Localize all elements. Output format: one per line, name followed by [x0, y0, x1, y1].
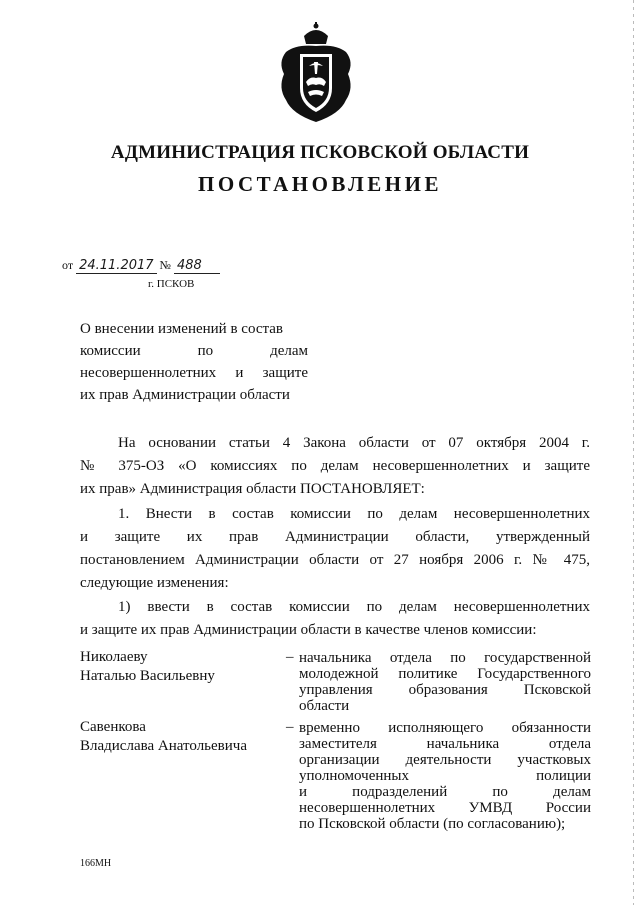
position-line: начальника отдела по государственной: [299, 650, 591, 666]
item-1-line: 1. Внести в состав комиссии по делам несовершеннолетних: [118, 506, 590, 522]
sub-item-1-line: 1) ввести в состав комиссии по делам несовершеннолетних: [118, 599, 590, 615]
position-line: заместителя начальника отдела: [299, 736, 591, 752]
document-date: 24.11.2017: [76, 259, 156, 274]
subject-line: несовершеннолетних и защите: [80, 365, 308, 381]
item-1-line: следующие изменения:: [80, 575, 229, 591]
member-name: [80, 718, 247, 756]
position-line: уполномоченных полиции: [299, 768, 591, 784]
member-position: [299, 720, 591, 832]
item-1-line: постановлением Администрации области от 27 ноября 2006 г. № 475,: [80, 552, 590, 568]
subject-line: О внесении изменений в состав: [80, 321, 283, 337]
position-line: организации деятельности участковых: [299, 752, 591, 768]
pskov-coat-of-arms-icon: [276, 22, 356, 124]
document-number: 488: [174, 259, 220, 274]
member-dash: –: [286, 649, 294, 665]
preamble-line: На основании статьи 4 Закона области от 07 октября 2004 г.: [118, 435, 590, 451]
member-name: [80, 648, 215, 686]
member-surname: Николаеву: [80, 649, 148, 665]
member-position: [299, 650, 591, 714]
document-type: ПОСТАНОВЛЕНИЕ: [198, 172, 442, 196]
member-given-names: Наталью Васильевну: [80, 668, 215, 684]
position-line: и подразделений по делам: [299, 784, 591, 800]
item-1-line: и защите их прав Администрации области, утвержденный: [80, 529, 590, 545]
preamble-line: их прав» Администрация области ПОСТАНОВЛЯЕТ:: [80, 481, 425, 497]
position-line: временно исполняющего обязанности: [299, 720, 591, 736]
position-line: несовершеннолетних УМВД России: [299, 800, 591, 816]
number-prefix: №: [159, 258, 171, 272]
member-dash: –: [286, 719, 294, 735]
position-line: молодежной политике Государственного: [299, 666, 591, 682]
scan-edge: [633, 0, 634, 905]
position-line: управления образования Псковской: [299, 682, 591, 698]
member-given-names: Владислава Анатольевича: [80, 738, 247, 754]
subject-line: комиссии по делам: [80, 343, 308, 359]
city: г. ПСКОВ: [148, 278, 195, 290]
sub-item-1-paragraph: [80, 596, 590, 642]
preamble-line: № 375-ОЗ «О комиссиях по делам несовершеннолетних и защите: [80, 458, 590, 474]
document-subject: [80, 318, 308, 406]
position-line: области: [299, 698, 350, 714]
sub-item-1-line: и защите их прав Администрации области в качестве членов комиссии:: [80, 622, 537, 638]
date-prefix: от: [62, 258, 74, 272]
preamble-paragraph: [80, 432, 590, 501]
organization-title: АДМИНИСТРАЦИЯ ПСКОВСКОЙ ОБЛАСТИ: [110, 142, 530, 163]
member-surname: Савенкова: [80, 719, 146, 735]
date-number-line: [62, 258, 220, 274]
subject-line: их прав Администрации области: [80, 387, 290, 403]
item-1-paragraph: [80, 503, 590, 595]
position-line: по Псковской области (по согласованию);: [299, 816, 566, 832]
footer-code: 166МН: [80, 858, 112, 869]
